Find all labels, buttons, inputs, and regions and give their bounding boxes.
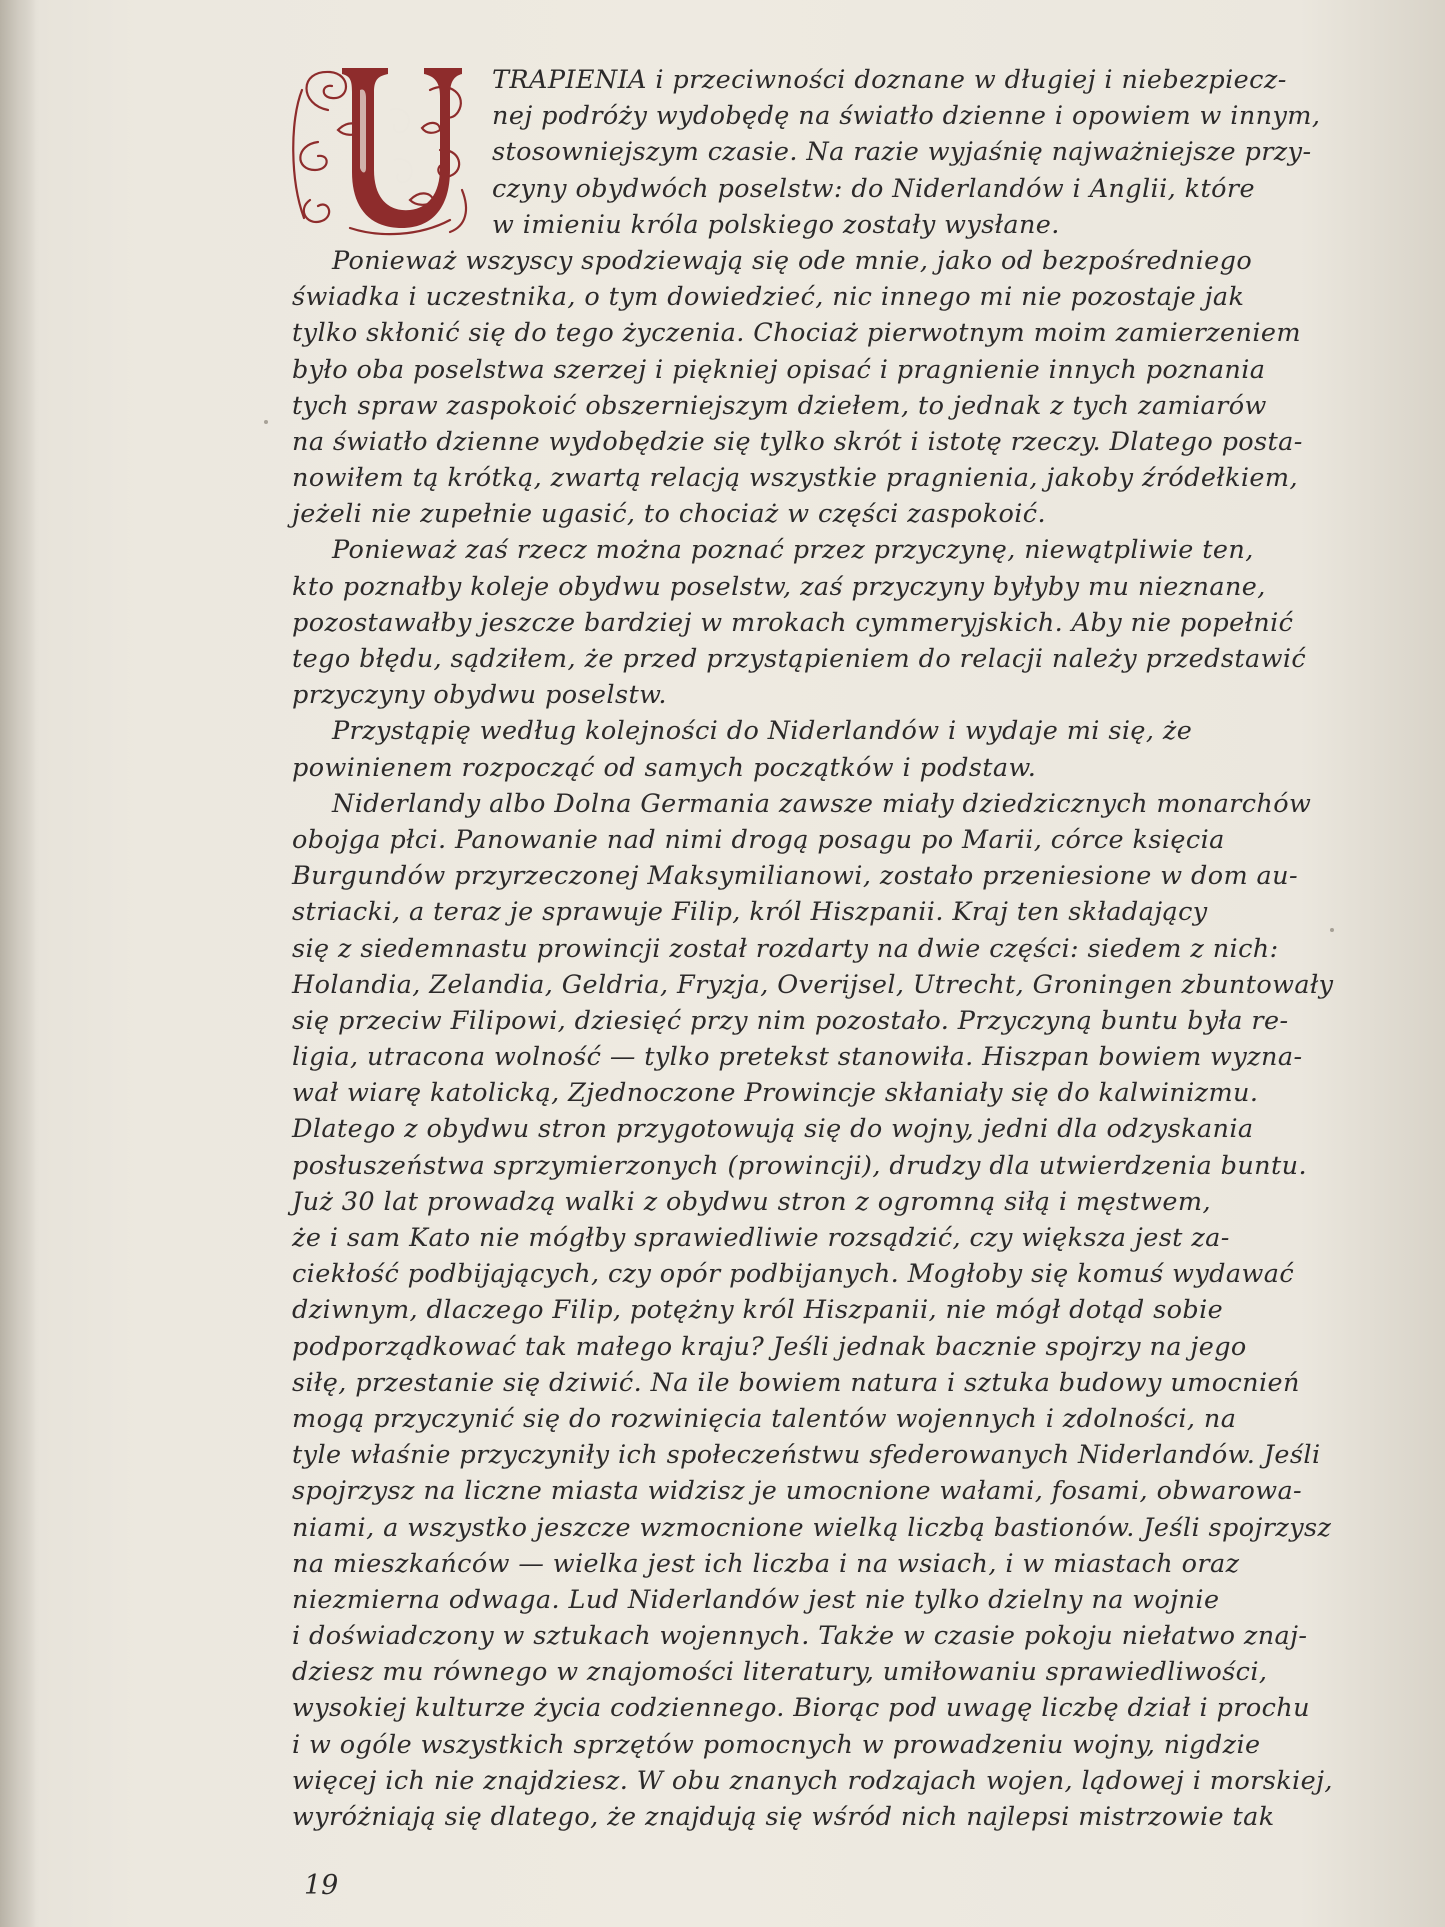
text-line: wyróżniają się dlatego, że znajdują się wśród nich najlepsi mistrzowie tak xyxy=(292,1802,1275,1832)
text-line: nej podróży wydobędę na światło dzienne i opowiem w innym, xyxy=(492,101,1321,132)
text-line: Ponieważ wszyscy spodziewają się ode mnie, jako od bezpośredniego xyxy=(332,245,1253,276)
text-line: przyczyny obydwu poselstw. xyxy=(292,680,667,711)
text-line: pozostawałby jeszcze bardziej w mrokach cymmeryjskich. Aby nie popełnić xyxy=(292,607,1294,638)
text-line: tyle właśnie przyczyniły ich społeczeństwu sfederowanych Niderlandów. Jeśli xyxy=(292,1440,1321,1471)
book-gutter xyxy=(0,0,36,1927)
text-line: tego błędu, sądziłem, że przed przystąpieniem do relacji należy przedstawić xyxy=(292,644,1307,674)
text-line: Burgundów przyrzeczonej Maksymilianowi, zostało przeniesione w dom au- xyxy=(292,861,1298,892)
text-line: podporządkować tak małego kraju? Jeśli jednak bacznie spojrzy na jego xyxy=(292,1331,1247,1362)
text-line: TRAPIENIA i przeciwności doznane w długiej i niebezpiecz- xyxy=(492,65,1287,95)
text-line: siłę, przestanie się dziwić. Na ile bowiem natura i sztuka budowy umocnień xyxy=(292,1367,1300,1398)
text-line: Niderlandy albo Dolna Germania zawsze miały dziedzicznych monarchów xyxy=(332,788,1312,819)
text-line: się przeciw Filipowi, dziesięć przy nim pozostało. Przyczyną buntu była re- xyxy=(292,1005,1289,1036)
text-line: nowiłem tą krótką, zwartą relacją wszystkie pragnienia, jakoby źródełkiem, xyxy=(292,463,1298,494)
paper-speck xyxy=(1330,928,1334,932)
text-line: obojga płci. Panowanie nad nimi drogą posagu po Marii, córce księcia xyxy=(292,824,1225,855)
text-line: dziwnym, dlaczego Filip, potężny król Hiszpanii, nie mógł dotąd sobie xyxy=(292,1295,1224,1326)
paper-speck xyxy=(264,420,268,424)
text-line: spojrzysz na liczne miasta widzisz je umocnione wałami, fosami, obwarowa- xyxy=(292,1476,1303,1507)
text-line: mogą przyczynić się do rozwinięcia talentów wojennych i zdolności, na xyxy=(292,1403,1237,1434)
text-line: na mieszkańców — wielka jest ich liczba i na wsiach, i w miastach oraz xyxy=(292,1548,1240,1579)
text-line: świadka i uczestnika, o tym dowiedzieć, nic innego mi nie pozostaje jak xyxy=(292,282,1245,313)
text-line: że i sam Kato nie mógłby sprawiedliwie rozsądzić, czy większa jest za- xyxy=(292,1223,1230,1253)
text-line: ligia, utracona wolność — tylko pretekst stanowiła. Hiszpan bowiem wyzna- xyxy=(292,1042,1303,1073)
text-line: jeżeli nie zupełnie ugasić, to chociaż w części zaspokoić. xyxy=(292,499,1046,530)
text-line: dziesz mu równego w znajomości literatury, umiłowaniu sprawiedliwości, xyxy=(292,1657,1268,1688)
text-line: było oba poselstwa szerzej i piękniej opisać i pragnienie innych poznania xyxy=(292,354,1266,385)
text-line: i doświadczony w sztukach wojennych. Także w czasie pokoju niełatwo znaj- xyxy=(292,1621,1308,1652)
text-line: striacki, a teraz je sprawuje Filip, król Hiszpanii. Kraj ten składający xyxy=(292,897,1208,928)
text-line: stosowniejszym czasie. Na razie wyjaśnię najważniejsze przy- xyxy=(492,137,1312,168)
text-line: Ponieważ zaś rzecz można poznać przez przyczynę, niewątpliwie ten, xyxy=(332,535,1254,566)
text-line: Holandia, Zelandia, Geldria, Fryzja, Overijsel, Utrecht, Groningen zbuntowały xyxy=(292,969,1334,1000)
text-line: Już 30 lat prowadzą walki z obydwu stron z ogromną siłą i męstwem, xyxy=(292,1186,1211,1217)
body-text xyxy=(292,62,1377,1835)
text-line: kto poznałby koleje obydwu poselstw, zaś przyczyny byłyby mu nieznane, xyxy=(292,571,1266,602)
text-line: na światło dzienne wydobędzie się tylko skrót i istotę rzeczy. Dlatego posta- xyxy=(292,426,1303,457)
text-line: wał wiarę katolicką, Zjednoczone Prowincje skłaniały się do kalwinizmu. xyxy=(292,1078,1259,1109)
text-line: posłuszeństwa sprzymierzonych (prowincji), drudzy dla utwierdzenia buntu. xyxy=(292,1150,1307,1181)
text-line: powinienem rozpocząć od samych początków i podstaw. xyxy=(292,752,1037,783)
text-line: niami, a wszystko jeszcze wzmocnione wielką liczbą bastionów. Jeśli spojrzysz xyxy=(292,1512,1332,1543)
text-line: niezmierna odwaga. Lud Niderlandów jest nie tylko dzielny na wojnie xyxy=(292,1584,1220,1615)
text-line: czyny obydwóch poselstw: do Niderlandów i Anglii, które xyxy=(492,173,1255,204)
text-line: się z siedemnastu prowincji został rozdarty na dwie części: siedem z nich: xyxy=(292,933,1279,964)
text-line: tylko skłonić się do tego życzenia. Chociaż pierwotnym moim zamierzeniem xyxy=(292,318,1301,349)
text-line: ciekłość podbijających, czy opór podbijanych. Mogłoby się komuś wydawać xyxy=(292,1259,1295,1290)
page-number: 19 xyxy=(304,1870,339,1901)
text-line: tych spraw zaspokoić obszerniejszym dziełem, to jednak z tych zamiarów xyxy=(292,390,1267,421)
text-line: wysokiej kulturze życia codziennego. Biorąc pod uwagę liczbę dział i prochu xyxy=(292,1693,1310,1724)
text-line: i w ogóle wszystkich sprzętów pomocnych w prowadzeniu wojny, nigdzie xyxy=(292,1729,1261,1760)
text-line: Dlatego z obydwu stron przygotowują się do wojny, jedni dla odzyskania xyxy=(292,1114,1254,1145)
text-line: Przystąpię według kolejności do Niderlandów i wydaje mi się, że xyxy=(332,716,1193,747)
text-line: więcej ich nie znajdziesz. W obu znanych rodzajach wojen, lądowej i morskiej, xyxy=(292,1765,1333,1796)
text-line: w imieniu króla polskiego zostały wysłane. xyxy=(492,209,1060,240)
